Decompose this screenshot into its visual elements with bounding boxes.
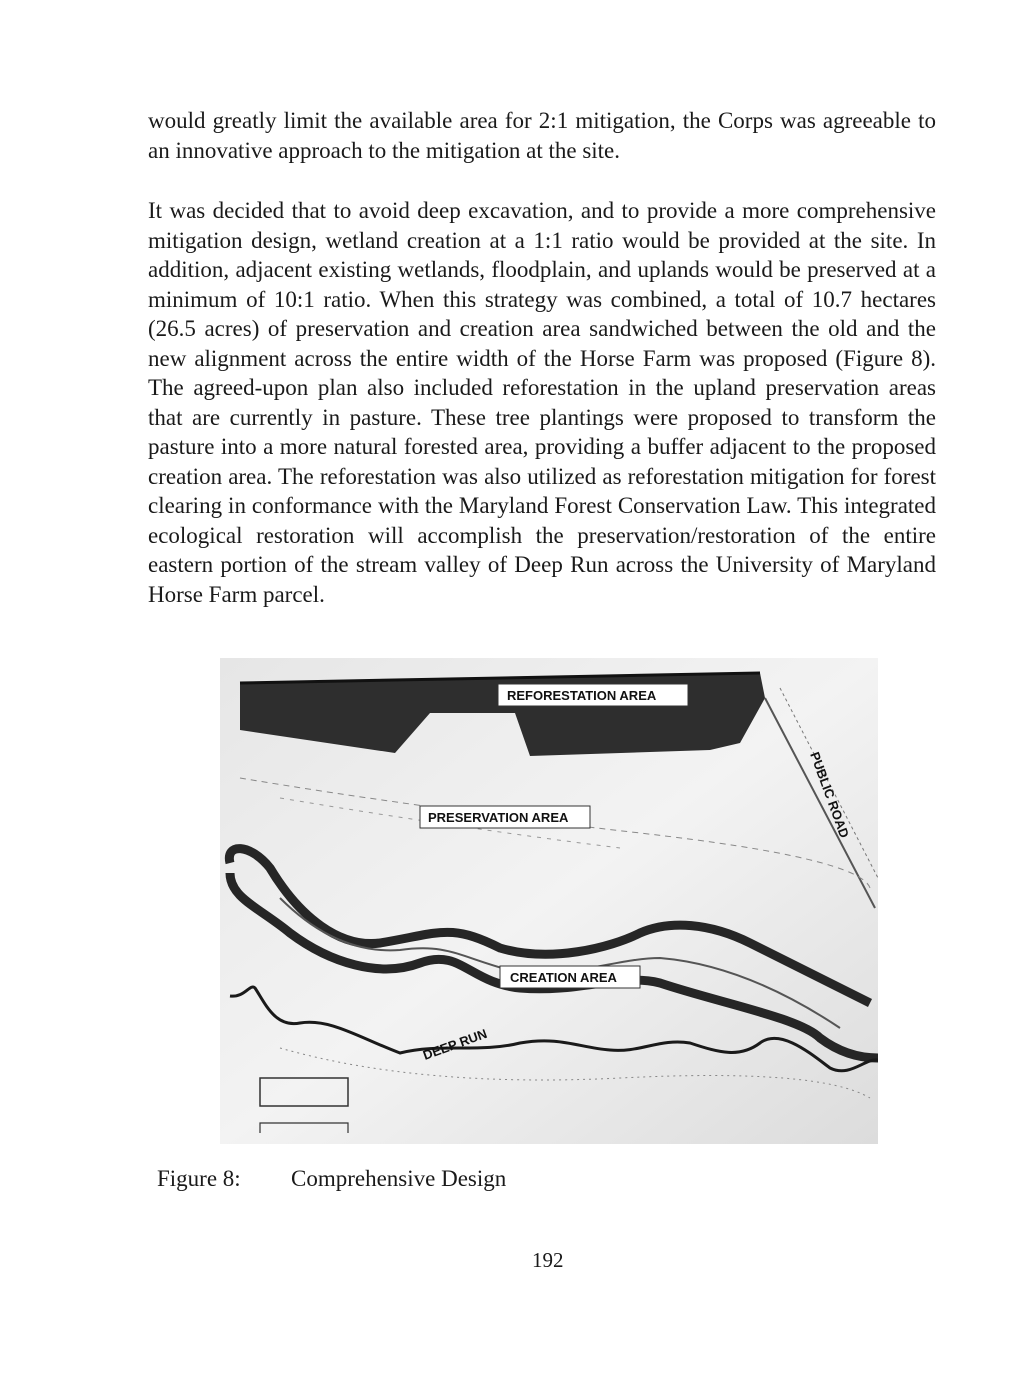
figure-caption-number: Figure 8: bbox=[157, 1166, 241, 1191]
reforestation-area-label: REFORESTATION AREA bbox=[507, 688, 657, 703]
page-number: 192 bbox=[532, 1248, 564, 1272]
public-road-label: PUBLIC ROAD bbox=[807, 749, 853, 840]
body-paragraph-2: It was decided that to avoid deep excavation, and to provide a more comprehensive mitigation design, wetland creation at a 1:1 ratio would be provided at the site. In addition, adjacent existing wetlands, floodplain, and uplands would be preserved at a minimum of 10:1 ratio. When this strategy was combined, a total of 10.7 hectares (26.5 acres) of preservation and creation area sandwiched between the old and the new alignment across the entire width of the Horse Farm was proposed (Figure 8). The agreed-upon plan also included reforestation in the upland preservation areas that are currently in pasture. These tree plantings were proposed to transform the pasture into a more natural forested area, providing a buffer adjacent to the proposed creation area. The reforestation was also utilized as reforestation mitigation for forest clearing in conformance with the Maryland Forest Conservation Law. This integrated ecological restoration will accomplish the preservation/restoration of the entire eastern portion of the stream valley of Deep Run across the University of Maryland Horse Farm parcel. bbox=[148, 198, 936, 607]
figure-caption-title: Comprehensive Design bbox=[291, 1166, 507, 1191]
figure-8-map bbox=[220, 658, 878, 1144]
deep-run-label: DEEP RUN bbox=[420, 1025, 489, 1063]
creation-area-label: CREATION AREA bbox=[510, 970, 617, 985]
preservation-area-label: PRESERVATION AREA bbox=[428, 810, 569, 825]
body-paragraph-1: would greatly limit the available area for 2:1 mitigation, the Corps was agreeable to an innovative approach to the mitigation at the site. bbox=[148, 108, 936, 163]
